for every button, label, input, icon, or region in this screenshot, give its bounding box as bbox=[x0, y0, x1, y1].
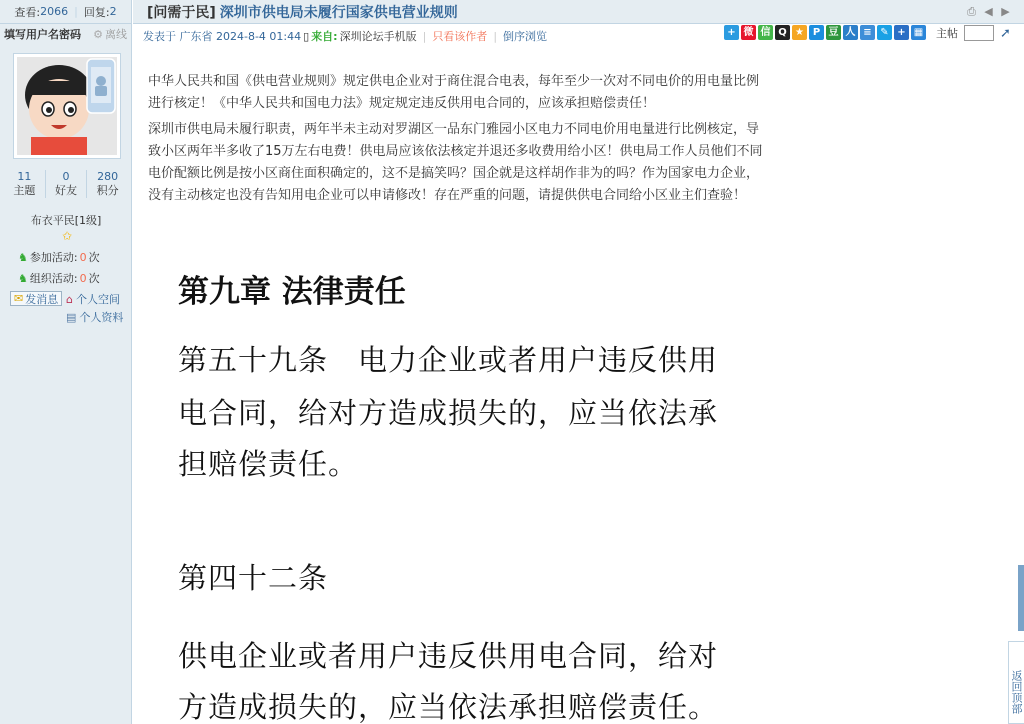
law-heading: 第九章 法律责任 bbox=[178, 274, 406, 310]
next-thread-icon[interactable]: ▶ bbox=[1001, 5, 1010, 18]
plus-icon[interactable]: + bbox=[894, 25, 909, 40]
jump-go-icon[interactable]: ➚ bbox=[1000, 25, 1011, 41]
views-count: 2066 bbox=[40, 5, 69, 18]
home-icon: ⌂ bbox=[66, 292, 73, 306]
user-rank: 布衣平民[1级] bbox=[30, 214, 102, 227]
author-sidebar bbox=[0, 0, 132, 724]
law-line: 供电企业或者用户违反供用电合同，给对 bbox=[178, 639, 719, 673]
stat-topics[interactable] bbox=[4, 170, 46, 198]
post-paragraph: 深圳市供电局未履行职责，两年半未主动对罗湖区一品东门雅园小区电力不同电价用电量进行比例核定，导致小区两年半多收了15万左右电费！供电局应该依法核定并退还多收费用给小区！供电局工作人员他们不同电价配额比例是按小区商住面积确定的，这不是搞笑吗？国企就是这样胡作非为的吗？作为国家电力企业，没有主动核定也没有告知用电企业可以申请修改！存在严重的问题，请提供供电合同给小区业主们查验！ bbox=[148, 122, 763, 203]
stat-label: 积分 bbox=[96, 184, 119, 197]
activity-label: 参加活动: bbox=[29, 251, 78, 264]
meta-divider: | bbox=[422, 29, 427, 43]
views-label: 查看: bbox=[14, 5, 41, 19]
send-message-button[interactable] bbox=[10, 291, 62, 306]
jump-label: 主帖 bbox=[936, 27, 958, 40]
personal-profile-link[interactable] bbox=[66, 309, 123, 325]
reverse-order-link[interactable]: 倒序浏览 bbox=[503, 30, 548, 43]
rank-star-icon: ✩ bbox=[62, 229, 73, 243]
renren-icon[interactable]: 人 bbox=[843, 25, 858, 40]
running-icon: ♞ bbox=[18, 250, 28, 264]
online-status-text: 离线 bbox=[105, 28, 127, 41]
prev-thread-icon[interactable]: ◀ bbox=[984, 5, 993, 18]
author-name[interactable]: 填写用户名密码 bbox=[4, 28, 81, 41]
activity-joined bbox=[18, 249, 100, 265]
personal-profile-label: 个人资料 bbox=[79, 311, 124, 324]
stat-value: 280 bbox=[97, 170, 119, 183]
law-line: 第五十九条 电力企业或者用户违反供用 bbox=[178, 343, 719, 377]
activity-count: 0 bbox=[79, 250, 87, 264]
from-client[interactable]: 深圳论坛手机版 bbox=[339, 30, 417, 43]
offline-icon: ⚙ bbox=[93, 27, 103, 41]
author-row bbox=[0, 24, 131, 44]
post-paragraph: 中华人民共和国《供电营业规则》规定供电企业对于商住混合电表，每年至少一次对不同电价的用电量比例进行核定！《中华人民共和国电力法》规定规定违反供用电合同的，应该承担赔偿责任！ bbox=[148, 74, 760, 111]
side-scroll-rail[interactable] bbox=[1018, 565, 1024, 631]
stat-value: 11 bbox=[17, 170, 32, 183]
share-toolbar bbox=[724, 25, 926, 41]
stats-divider: | bbox=[74, 5, 78, 18]
personal-space-link[interactable] bbox=[66, 291, 120, 307]
avatar-image bbox=[17, 57, 117, 155]
meta-divider: | bbox=[493, 29, 498, 43]
user-stats bbox=[4, 170, 128, 198]
replies-count: 2 bbox=[109, 5, 117, 18]
back-to-top-button[interactable]: 返回顶部 bbox=[1008, 641, 1024, 724]
stat-label: 好友 bbox=[55, 184, 77, 197]
thread-stats bbox=[0, 0, 131, 24]
profile-icon: ▤ bbox=[66, 310, 77, 324]
stat-value: 0 bbox=[62, 170, 70, 183]
floor-jump bbox=[936, 25, 1011, 41]
activity-label: 组织活动: bbox=[29, 272, 78, 285]
activity-count: 0 bbox=[79, 271, 87, 285]
thread-title: 深圳市供电局未履行国家供电营业规则 bbox=[219, 4, 458, 21]
send-message-label: 发消息 bbox=[25, 292, 59, 306]
douban-icon[interactable]: 豆 bbox=[826, 25, 841, 40]
online-status bbox=[93, 26, 127, 42]
qzone-icon[interactable]: + bbox=[724, 25, 739, 40]
replies-label: 回复: bbox=[83, 5, 110, 19]
only-author-link[interactable]: 只看该作者 bbox=[432, 30, 488, 43]
grid-icon[interactable]: ▦ bbox=[911, 25, 926, 40]
stat-label: 主题 bbox=[13, 184, 36, 197]
personal-space-label: 个人空间 bbox=[75, 293, 120, 306]
print-icon[interactable]: ⎙ bbox=[967, 5, 976, 18]
floor-jump-input[interactable] bbox=[964, 25, 994, 41]
stat-friends[interactable] bbox=[46, 170, 88, 198]
activity-unit: 次 bbox=[88, 251, 100, 264]
envelope-icon: ✉ bbox=[14, 292, 24, 305]
law-line: 方造成损失的，应当依法承担赔偿责任。 bbox=[178, 690, 719, 724]
running-icon: ♞ bbox=[18, 271, 28, 285]
thread-title-bar bbox=[133, 0, 1024, 24]
post-time: 发表于 广东省 2024-8-4 01:44 bbox=[143, 30, 302, 43]
title-tools bbox=[965, 5, 1012, 18]
law-excerpt-image[interactable] bbox=[150, 244, 770, 724]
qq-icon[interactable]: Q bbox=[775, 25, 790, 40]
list-icon[interactable]: ≡ bbox=[860, 25, 875, 40]
pencil-icon[interactable]: ✎ bbox=[877, 25, 892, 40]
from-label: 来自: bbox=[311, 30, 338, 43]
wechat-icon[interactable]: 信 bbox=[758, 25, 773, 40]
p-icon[interactable]: P bbox=[809, 25, 824, 40]
post-content bbox=[148, 71, 768, 211]
star-icon[interactable]: ★ bbox=[792, 25, 807, 40]
activity-unit: 次 bbox=[88, 272, 100, 285]
weibo-icon[interactable]: 微 bbox=[741, 25, 756, 40]
stat-points[interactable] bbox=[87, 170, 128, 198]
thread-category[interactable]: [问需于民] bbox=[147, 4, 216, 21]
mobile-icon: ▯ bbox=[303, 29, 310, 43]
law-line: 第四十二条 bbox=[178, 561, 329, 595]
avatar[interactable] bbox=[13, 53, 121, 159]
law-line: 电合同，给对方造成损失的，应当依法承 bbox=[178, 396, 719, 430]
activity-organized bbox=[18, 270, 100, 286]
law-line: 担赔偿责任。 bbox=[178, 447, 359, 481]
